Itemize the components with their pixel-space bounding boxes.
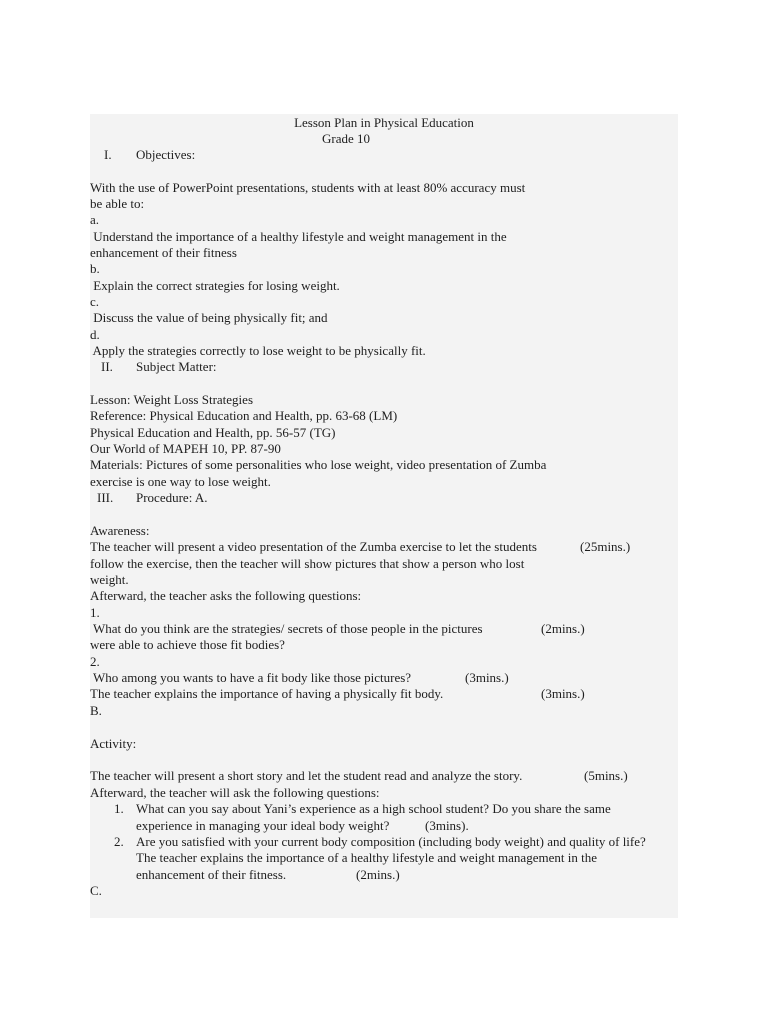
activity-time: (5mins.) [584,768,628,783]
part-b-marker: B. [90,703,102,718]
explain-time: (3mins.) [541,686,585,701]
question-2: Who among you wants to have a fit body like those pictures? [90,670,412,685]
objective-b-marker: b. [90,261,100,276]
section-1-number: I. [104,147,112,162]
objectives-intro-line2: be able to: [90,196,145,211]
activity-question-2-line1: Are you satisfied with your current body composition (including body weight) and quality of life? [136,834,646,849]
materials-line1: Materials: Pictures of some personalities who lose weight, video presentation of Zumba [90,457,547,472]
activity-question-2-line3: enhancement of their fitness. [136,867,287,882]
objective-d-marker: d. [90,327,100,342]
question-1-line1: What do you think are the strategies/ secrets of those people in the pictures [90,621,483,636]
section-1-heading: Objectives: [136,147,196,162]
activity-question-2-number: 2. [114,834,124,849]
awareness-line1: The teacher will present a video presentation of the Zumba exercise to let the students [90,539,537,554]
reference-line-3: Our World of MAPEH 10, PP. 87-90 [90,441,281,456]
objective-b: Explain the correct strategies for losing weight. [90,278,340,293]
reference-line: Reference: Physical Education and Health, pp. 63-68 (LM) [90,408,398,423]
awareness-line2: follow the exercise, then the teacher will show pictures that show a person who lost [90,556,525,571]
awareness-line4: Afterward, the teacher asks the following questions: [90,588,362,603]
question-1-marker: 1. [90,605,100,620]
awareness-line3: weight. [90,572,129,587]
materials-line2: exercise is one way to lose weight. [90,474,271,489]
question-2-marker: 2. [90,654,100,669]
activity-question-1-number: 1. [114,801,124,816]
objectives-intro-line1: With the use of PowerPoint presentations, students with at least 80% accuracy must [90,180,526,195]
lesson-line: Lesson: Weight Loss Strategies [90,392,254,407]
question-1-time: (2mins.) [541,621,585,636]
objective-c: Discuss the value of being physically fit; and [90,310,328,325]
activity-heading: Activity: [90,736,137,751]
awareness-heading: Awareness: [90,523,150,538]
part-c-marker: C. [90,883,102,898]
activity-line2: Afterward, the teacher will ask the following questions: [90,785,380,800]
section-2-number: II. [101,359,113,374]
awareness-time: (25mins.) [580,539,631,554]
section-3-number: III. [97,490,114,505]
activity-question-2-time: (2mins.) [356,867,400,882]
document-title: Lesson Plan in Physical Education [294,115,474,130]
question-1-line2: were able to achieve those fit bodies? [90,637,285,652]
objective-a-marker: a. [90,212,100,227]
objective-a-line2: enhancement of their fitness [90,245,237,260]
objective-a-line1: Understand the importance of a healthy lifestyle and weight management in the [90,229,507,244]
activity-line1: The teacher will present a short story and let the student read and analyze the story. [90,768,523,783]
objective-d: Apply the strategies correctly to lose weight to be physically fit. [90,343,426,358]
reference-line-2: Physical Education and Health, pp. 56-57 (TG) [90,425,336,440]
activity-question-1-line1: What can you say about Yani’s experience as a high school student? Do you share the same [136,801,611,816]
objective-c-marker: c. [90,294,100,309]
section-3-heading: Procedure: A. [136,490,208,505]
question-2-time: (3mins.) [465,670,509,685]
activity-question-1-line2: experience in managing your ideal body weight? [136,818,390,833]
grade-label: Grade 10 [321,131,370,146]
explain-line: The teacher explains the importance of having a physically fit body. [90,686,444,701]
section-2-heading: Subject Matter: [136,359,217,374]
activity-question-2-line2: The teacher explains the importance of a healthy lifestyle and weight management in the [136,850,597,865]
activity-question-1-time: (3mins). [425,818,469,833]
